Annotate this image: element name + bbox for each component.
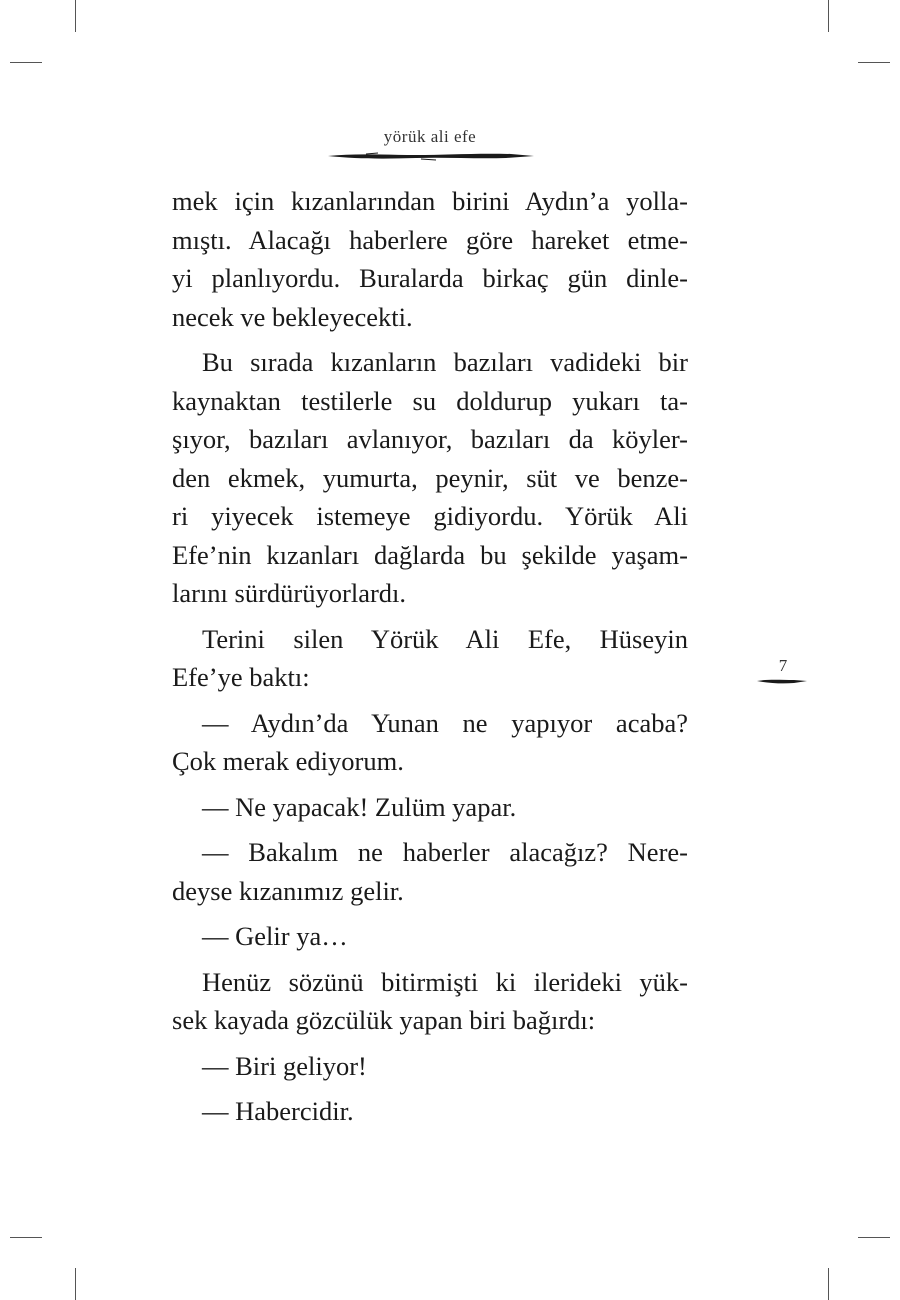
paragraph xyxy=(172,963,688,1040)
text-line: yi planlıyordu. Buralarda birkaç gün dinle- xyxy=(172,263,688,293)
running-head-brush-stroke xyxy=(326,150,536,162)
text-line: — Ne yapacak! Zulüm yapar. xyxy=(202,791,517,822)
text-line: Henüz sözünü bitirmişti ki ilerideki yük- xyxy=(202,966,688,997)
body-text xyxy=(172,182,688,1131)
crop-mark-bottom-left-h xyxy=(10,1237,42,1238)
running-head: yörük ali efe xyxy=(383,127,477,146)
text-line: Bu sırada kızanların bazıları vadideki bir xyxy=(202,347,688,377)
text-line: — Bakalım ne haberler alacağız? Nere- xyxy=(202,837,688,867)
paragraph-gap xyxy=(172,1040,688,1047)
page-number: 7 xyxy=(778,656,788,675)
text-line: kaynaktan testilerle su doldurup yukarı ta- xyxy=(172,385,688,416)
text-line: Efe’ye baktı: xyxy=(172,662,310,692)
text-line: mıştı. Alacağı haberlere göre hareket etme- xyxy=(172,224,688,255)
text-line: Efe’nin kızanları dağlarda bu şekilde yaşam- xyxy=(172,539,688,570)
text-line: — Gelir ya… xyxy=(202,921,348,951)
crop-mark-bottom-right xyxy=(828,1268,829,1300)
paragraph-gap xyxy=(172,956,688,963)
paragraph xyxy=(172,788,688,827)
paragraph xyxy=(172,1092,688,1131)
paragraph xyxy=(172,620,688,697)
paragraph-gap xyxy=(172,613,688,620)
text-line: — Biri geliyor! xyxy=(202,1050,367,1081)
crop-mark-bottom-right-h xyxy=(858,1237,890,1238)
paragraph xyxy=(172,1047,688,1086)
text-line: sek kayada gözcülük yapan biri bağırdı: xyxy=(172,1005,596,1035)
text-line: larını sürdürüyorlardı. xyxy=(172,578,407,608)
paragraph xyxy=(172,182,688,336)
paragraph xyxy=(172,833,688,910)
paragraph-gap xyxy=(172,781,688,788)
paragraph-gap xyxy=(172,336,688,343)
text-line: mek için kızanlarından birini Aydın’a yolla- xyxy=(172,186,688,216)
crop-mark-bottom-left xyxy=(75,1268,76,1300)
crop-mark-top-left xyxy=(75,0,76,32)
paragraph xyxy=(172,917,688,956)
text-line: — Aydın’da Yunan ne yapıyor acaba? xyxy=(202,707,688,738)
paragraph-gap xyxy=(172,910,688,917)
text-line: ri yiyecek istemeye gidiyordu. Yörük Ali xyxy=(172,501,688,531)
text-line: deyse kızanımız gelir. xyxy=(172,875,404,906)
text-line: — Habercidir. xyxy=(202,1096,354,1126)
text-line: necek ve bekleyecekti. xyxy=(172,301,413,332)
paragraph-gap xyxy=(172,697,688,704)
crop-mark-top-left-h xyxy=(10,62,42,63)
paragraph-gap xyxy=(172,1085,688,1092)
page-number-brush-stroke xyxy=(756,676,808,686)
text-line: den ekmek, yumurta, peynir, süt ve benze- xyxy=(172,462,688,493)
text-line: şıyor, bazıları avlanıyor, bazıları da köyler- xyxy=(172,424,688,454)
paragraph xyxy=(172,343,688,613)
text-line: Çok merak ediyorum. xyxy=(172,746,404,776)
paragraph-gap xyxy=(172,826,688,833)
paragraph xyxy=(172,704,688,781)
text-line: Terini silen Yörük Ali Efe, Hüseyin xyxy=(202,623,688,654)
crop-mark-top-right xyxy=(828,0,829,32)
crop-mark-top-right-h xyxy=(858,62,890,63)
